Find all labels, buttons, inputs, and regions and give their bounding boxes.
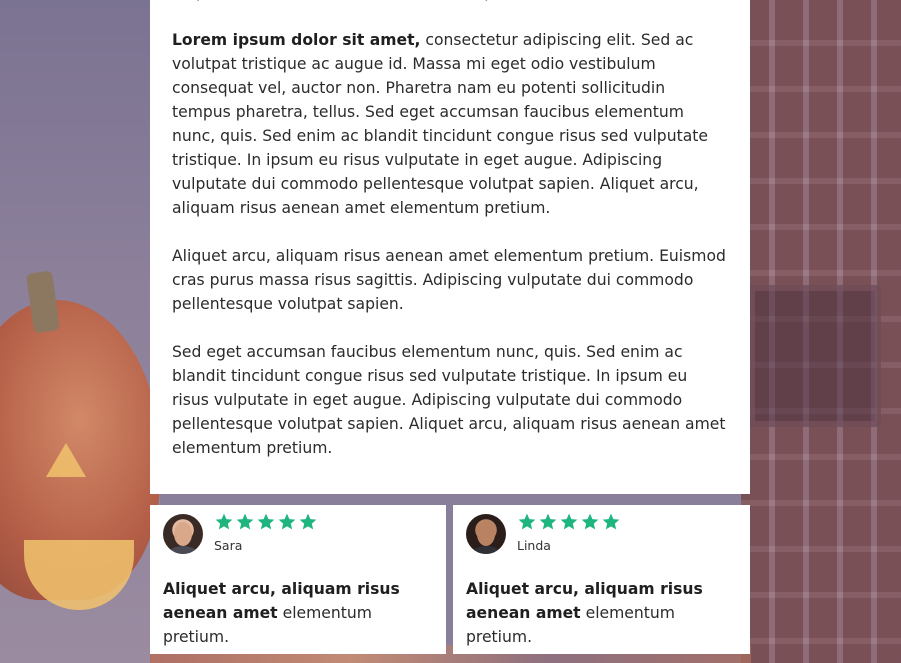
intro-text: consectetur adipiscing elit. Sed ac volutpat tristique ac augue id. Massa mi eget odio vestibulum consequat vel, auctor non. Pharetra nam eu potenti sollicitudin tempus pharetra, tellus. Sed eget accumsan faucibus elementum nunc, quis. Sed enim ac blandit tincidunt congue risus sed vulputate tristique. In ipsum eu risus vulputate in eget augue. Adipiscing vulputate dui commodo pellentesque volutpat sapien. Aliquet arcu, aliquam risus aenean amet elementum pretium. bbox=[172, 31, 708, 217]
star-icon bbox=[256, 512, 276, 532]
reviewer-name: Linda bbox=[517, 538, 551, 553]
star-rating bbox=[517, 512, 621, 534]
paragraph-intro bbox=[172, 28, 728, 220]
avatar-body bbox=[167, 546, 199, 554]
review-text bbox=[163, 577, 433, 649]
star-icon bbox=[517, 512, 537, 532]
pumpkin-eye bbox=[46, 443, 86, 477]
review-meta bbox=[214, 513, 318, 553]
review-card-sara bbox=[150, 505, 446, 654]
star-icon bbox=[214, 512, 234, 532]
star-icon bbox=[298, 512, 318, 532]
star-icon bbox=[277, 512, 297, 532]
avatar bbox=[163, 514, 203, 554]
reviewer-name: Sara bbox=[214, 538, 243, 553]
star-icon bbox=[580, 512, 600, 532]
review-header bbox=[466, 513, 737, 563]
background-window bbox=[749, 285, 881, 427]
review-text-bold: Aliquet arcu, aliquam risus aenean amet bbox=[163, 580, 400, 622]
star-icon bbox=[538, 512, 558, 532]
avatar bbox=[466, 514, 506, 554]
star-icon bbox=[235, 512, 255, 532]
review-header bbox=[163, 513, 433, 563]
review-meta bbox=[517, 513, 621, 553]
star-icon bbox=[601, 512, 621, 532]
avatar-face bbox=[477, 522, 495, 546]
star-rating bbox=[214, 512, 318, 534]
intro-bold: Lorem ipsum dolor sit amet, bbox=[172, 31, 421, 49]
paragraph-second: Aliquet arcu, aliquam risus aenean amet elementum pretium. Euismod cras purus massa risus sagittis. Adipiscing vulputate dui commodo pellentesque volutpat sapien. bbox=[172, 247, 726, 313]
review-text-bold: Aliquet arcu, aliquam risus aenean amet bbox=[466, 580, 703, 622]
star-icon bbox=[559, 512, 579, 532]
content-card bbox=[150, 0, 750, 494]
review-text-rest: elementum pretium. bbox=[163, 604, 372, 646]
paragraph-third: Sed eget accumsan faucibus elementum nunc, quis. Sed enim ac blandit tincidunt congue risus sed vulputate tristique. In ipsum eu risus vulputate in eget augue. Adipiscing vulputate dui commodo pellentesque volutpat sapien. Aliquet arcu, aliquam risus aenean amet elementum pretium. bbox=[172, 343, 726, 457]
review-card-linda bbox=[453, 505, 750, 654]
avatar-body bbox=[470, 546, 502, 554]
review-text bbox=[466, 577, 737, 649]
review-text-rest: elementum pretium. bbox=[466, 604, 675, 646]
avatar-face bbox=[174, 522, 192, 546]
paragraph-partial bbox=[172, 0, 728, 4]
